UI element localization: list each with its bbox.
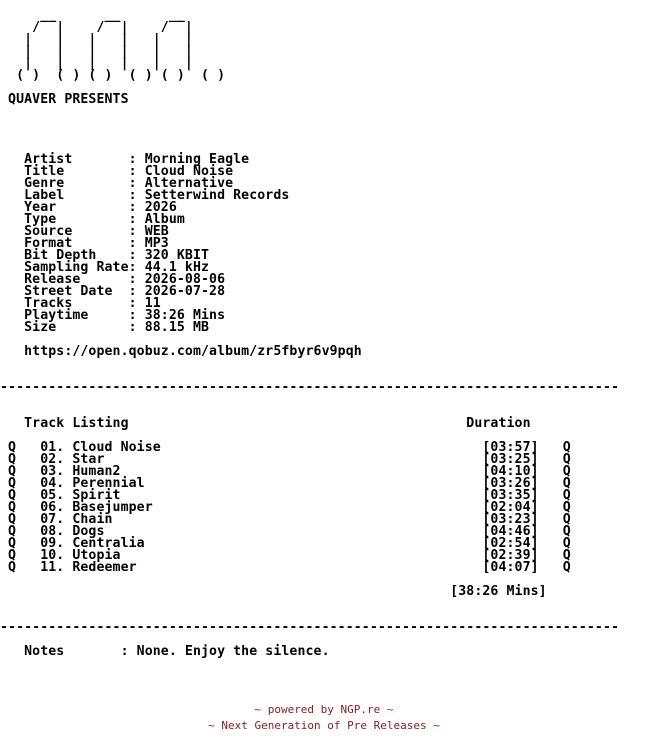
nfo-line: QUAVER PRESENTS	[0, 92, 129, 107]
nfo-line: Bit Depth : 320 KBIT	[0, 248, 210, 263]
footer-tagline: ~ Next Generation of Pre Releases ~	[208, 719, 440, 732]
nfo-line: Q 05. Spirit [03:35] Q	[0, 488, 571, 503]
nfo-line	[0, 394, 648, 406]
nfo-line: Genre : Alternative	[0, 176, 234, 191]
nfo-line: / | / | / |	[0, 20, 193, 35]
nfo-line: Source : WEB	[0, 224, 169, 239]
nfo-line: Notes : None. Enjoy the silence.	[0, 644, 330, 658]
nfo-line: | | | | | |	[0, 56, 193, 71]
nfo-line: Label : Setterwind Records	[0, 188, 290, 203]
nfo-line: Title : Cloud Noise	[0, 164, 234, 179]
nfo-line: -----------------------------------------------------------------------------	[0, 620, 620, 635]
nfo-line: ( ) ( ) ( ) ( ) ( ) ( )	[0, 68, 226, 83]
nfo-line: Q 01. Cloud Noise [03:57] Q	[0, 440, 571, 455]
nfo-line: Size : 88.15 MB	[0, 320, 210, 335]
nfo-line: Q 03. Human2 [04:10] Q	[0, 464, 571, 479]
nfo-line: Q 06. Basejumper [02:04] Q	[0, 500, 571, 515]
nfo-line: Release : 2026-08-06	[0, 272, 226, 287]
nfo-line	[0, 598, 648, 610]
nfo-line: | | | | | |	[0, 44, 193, 59]
nfo-line: Track Listing Duration	[0, 416, 531, 431]
nfo-line	[0, 358, 648, 370]
nfo-line: Format : MP3	[0, 236, 169, 251]
nfo-line: Q 02. Star [03:25] Q	[0, 452, 571, 467]
nfo-line	[0, 130, 648, 142]
nfo-line: | | | | | |	[0, 32, 193, 47]
nfo-line: __ __ __	[0, 10, 185, 23]
nfo-text	[0, 10, 648, 658]
nfo-line: Playtime : 38:26 Mins	[0, 308, 226, 323]
nfo-line: Q 08. Dogs [04:46] Q	[0, 524, 571, 539]
nfo-line: -----------------------------------------------------------------------------	[0, 380, 620, 395]
nfo-line: Q 07. Chain [03:23] Q	[0, 512, 571, 527]
nfo-line: Sampling Rate: 44.1 kHz	[0, 260, 210, 275]
nfo-line	[0, 106, 648, 118]
nfo-line: Q 11. Redeemer [04:07] Q	[0, 560, 571, 575]
nfo-line: Q 04. Perennial [03:26] Q	[0, 476, 571, 491]
nfo-line: https://open.qobuz.com/album/zr5fbyr6v9pqh	[0, 344, 362, 359]
nfo-line: Street Date : 2026-07-28	[0, 284, 226, 299]
nfo-line	[0, 118, 648, 130]
footer-powered-by: ~ powered by NGP.re ~	[254, 703, 394, 716]
nfo-line: Year : 2026	[0, 200, 177, 215]
nfo-line: Q 09. Centralia [02:54] Q	[0, 536, 571, 551]
nfo-line: Q 10. Utopia [02:39] Q	[0, 548, 571, 563]
nfo-line: Artist : Morning Eagle	[0, 152, 250, 167]
nfo-line: Tracks : 11	[0, 296, 161, 311]
nfo-line: [38:26 Mins]	[0, 584, 547, 599]
nfo-line: Type : Album	[0, 212, 185, 227]
